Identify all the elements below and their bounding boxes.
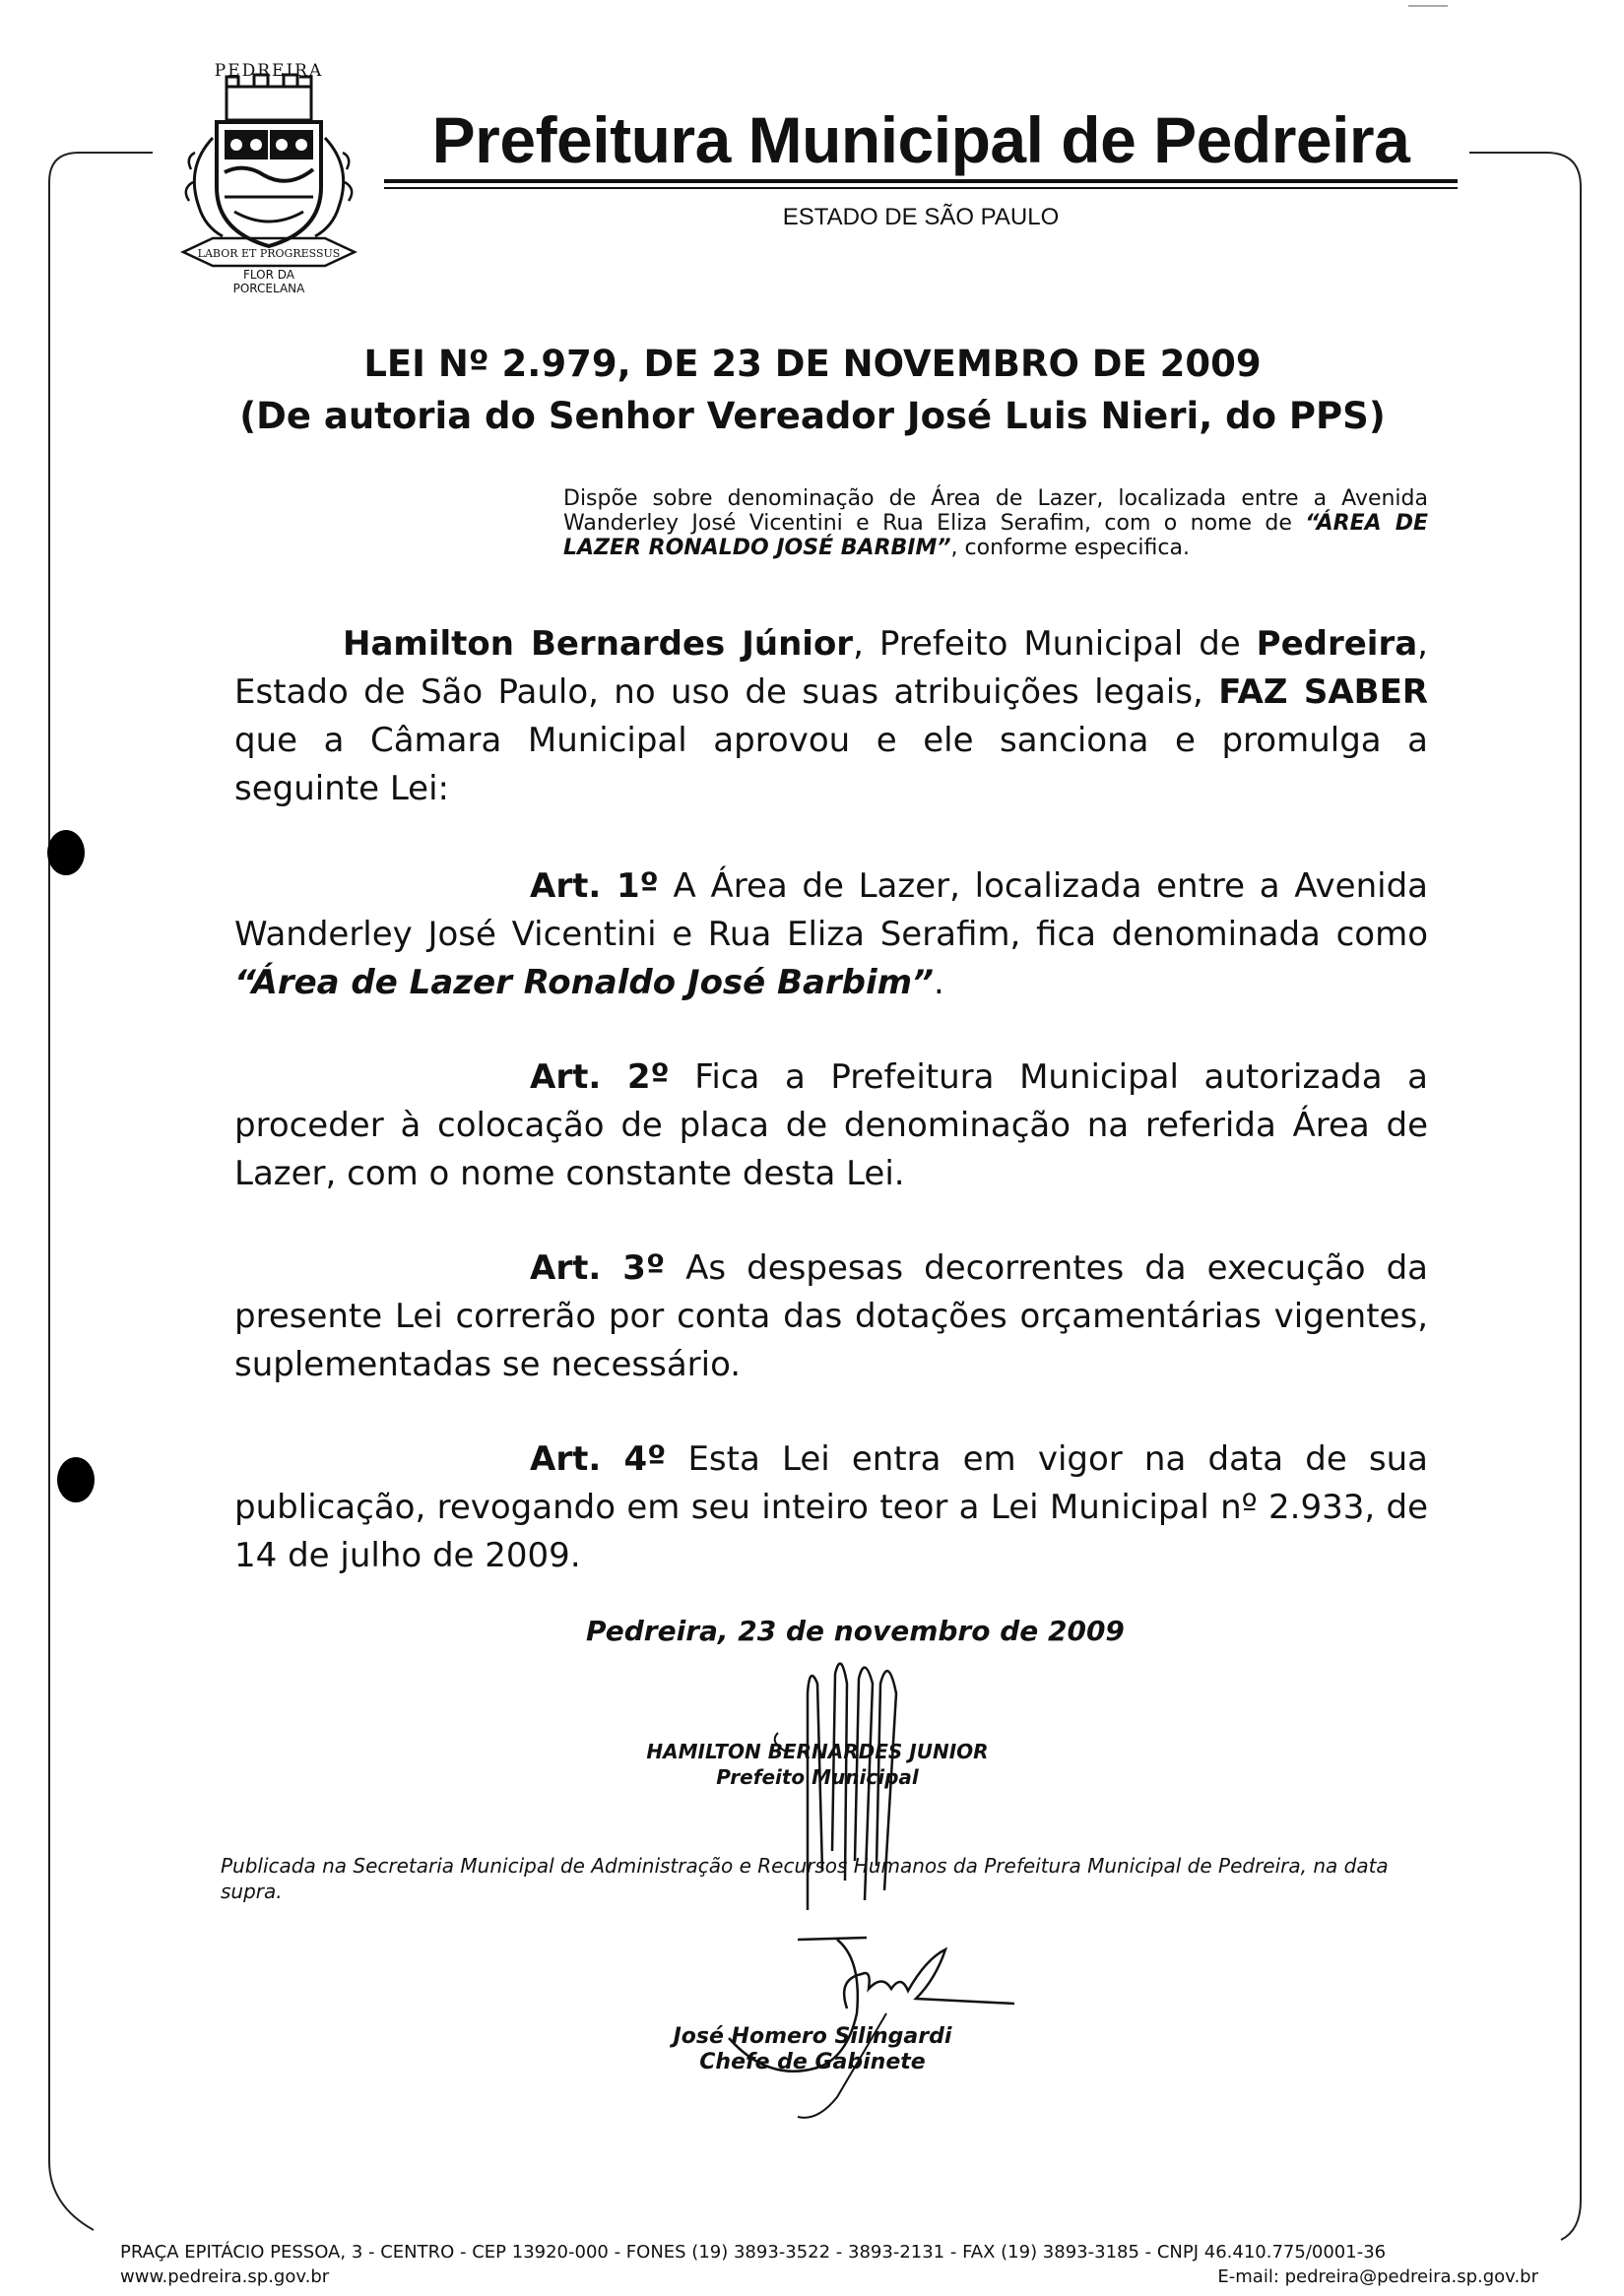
punch-hole <box>57 1457 95 1502</box>
law-title: LEI Nº 2.979, DE 23 DE NOVEMBRO DE 2009 <box>363 343 1262 385</box>
footer-email[interactable]: E-mail: pedreira@pedreira.sp.gov.br <box>1217 2266 1538 2287</box>
article-1-end: . <box>934 963 944 1002</box>
faz-saber: FAZ SABER <box>1218 672 1428 712</box>
ementa <box>563 486 1428 560</box>
mayor-signature-block <box>611 1739 1024 1790</box>
crest-bottom-line-1: FLOR DA <box>243 268 294 282</box>
signer-role: Prefeito Municipal <box>716 1765 919 1789</box>
article-1 <box>234 862 1428 1007</box>
chief-role: Chefe de Gabinete <box>699 2050 926 2074</box>
article-2-text: Fica a Prefeitura Municipal autorizada a proceder à colocação de placa de denominação na referida Área de Lazer, com o nome constante desta Lei. <box>234 1057 1429 1193</box>
law-author: (De autoria do Senhor Vereador José Luis Nieri, do PPS) <box>239 395 1386 437</box>
article-3-text: As despesas decorrentes da execução da presente Lei correrão por conta das dotações orçamentárias vigentes, suplementadas se necessário. <box>234 1248 1428 1384</box>
publication-note: Publicada na Secretaria Municipal de Administração e Recursos Humanos da Prefeitura Municipal de Pedreira, na data supra. <box>221 1854 1389 1903</box>
article-4-label: Art. 4º <box>530 1439 667 1479</box>
article-3 <box>234 1244 1428 1389</box>
preamble-part-3: que a Câmara Municipal aprovou e ele sanciona e promulga a seguinte Lei: <box>234 721 1428 808</box>
ementa-suffix: , conforme especifica. <box>950 536 1190 560</box>
footer-website[interactable]: www.pedreira.sp.gov.br <box>120 2266 330 2287</box>
article-1-emphasis: “Área de Lazer Ronaldo José Barbim” <box>234 963 934 1002</box>
ementa-name: “ÁREA DE LAZER RONALDO JOSÉ BARBIM” <box>563 511 1428 560</box>
mayor-name: Hamilton Bernardes Júnior <box>343 624 854 664</box>
preamble-part-1: , Prefeito Municipal de <box>853 624 1257 664</box>
title-rule-thin <box>384 187 1458 189</box>
article-1-text: A Área de Lazer, localizada entre a Avenida Wanderley José Vicentini e Rua Eliza Serafim, fica denominada como <box>234 866 1428 954</box>
article-2-label: Art. 2º <box>530 1057 670 1097</box>
page-title: Prefeitura Municipal de Pedreira <box>431 103 1410 176</box>
state-name: ESTADO DE SÃO PAULO <box>782 204 1060 230</box>
crest-bottom-text <box>165 268 372 295</box>
preamble <box>234 620 1428 813</box>
article-4-text: Esta Lei entra em vigor na data de sua publicação, revogando em seu inteiro teor a Lei Municipal nº 2.933, de 14 de julho de 2009. <box>234 1439 1428 1575</box>
crest-motto: LABOR ET PROGRESSUS <box>197 247 341 260</box>
article-2 <box>234 1053 1428 1198</box>
article-3-label: Art. 3º <box>530 1248 666 1288</box>
crest-bottom-line-2: PORCELANA <box>232 282 305 295</box>
signer-name: HAMILTON BERNARDES JUNIOR <box>646 1740 989 1763</box>
article-4 <box>234 1435 1428 1580</box>
preamble-part-2: , Estado de São Paulo, no uso de suas atribuições legais, <box>234 624 1428 712</box>
ementa-text: Dispõe sobre denominação de Área de Lazer, localizada entre a Avenida Wanderley José Vicentini e Rua Eliza Serafim, com o nome de <box>563 486 1428 536</box>
city-name: Pedreira <box>1256 624 1418 664</box>
chief-name: José Homero Silingardi <box>673 2024 952 2049</box>
article-1-label: Art. 1º <box>530 866 659 906</box>
title-rule <box>384 179 1458 183</box>
crest-top-text: PEDREIRA <box>214 61 324 81</box>
punch-hole <box>47 830 85 875</box>
footer-address: PRAÇA EPITÁCIO PESSOA, 3 - CENTRO - CEP 13920-000 - FONES (19) 3893-3522 - 3893-2131 - FAX (19) 3893-3185 - CNPJ 46.410.775/0001-36 <box>120 2242 1387 2263</box>
place-date: Pedreira, 23 de novembro de 2009 <box>586 1615 1125 1647</box>
chief-signature-block <box>650 2024 975 2075</box>
